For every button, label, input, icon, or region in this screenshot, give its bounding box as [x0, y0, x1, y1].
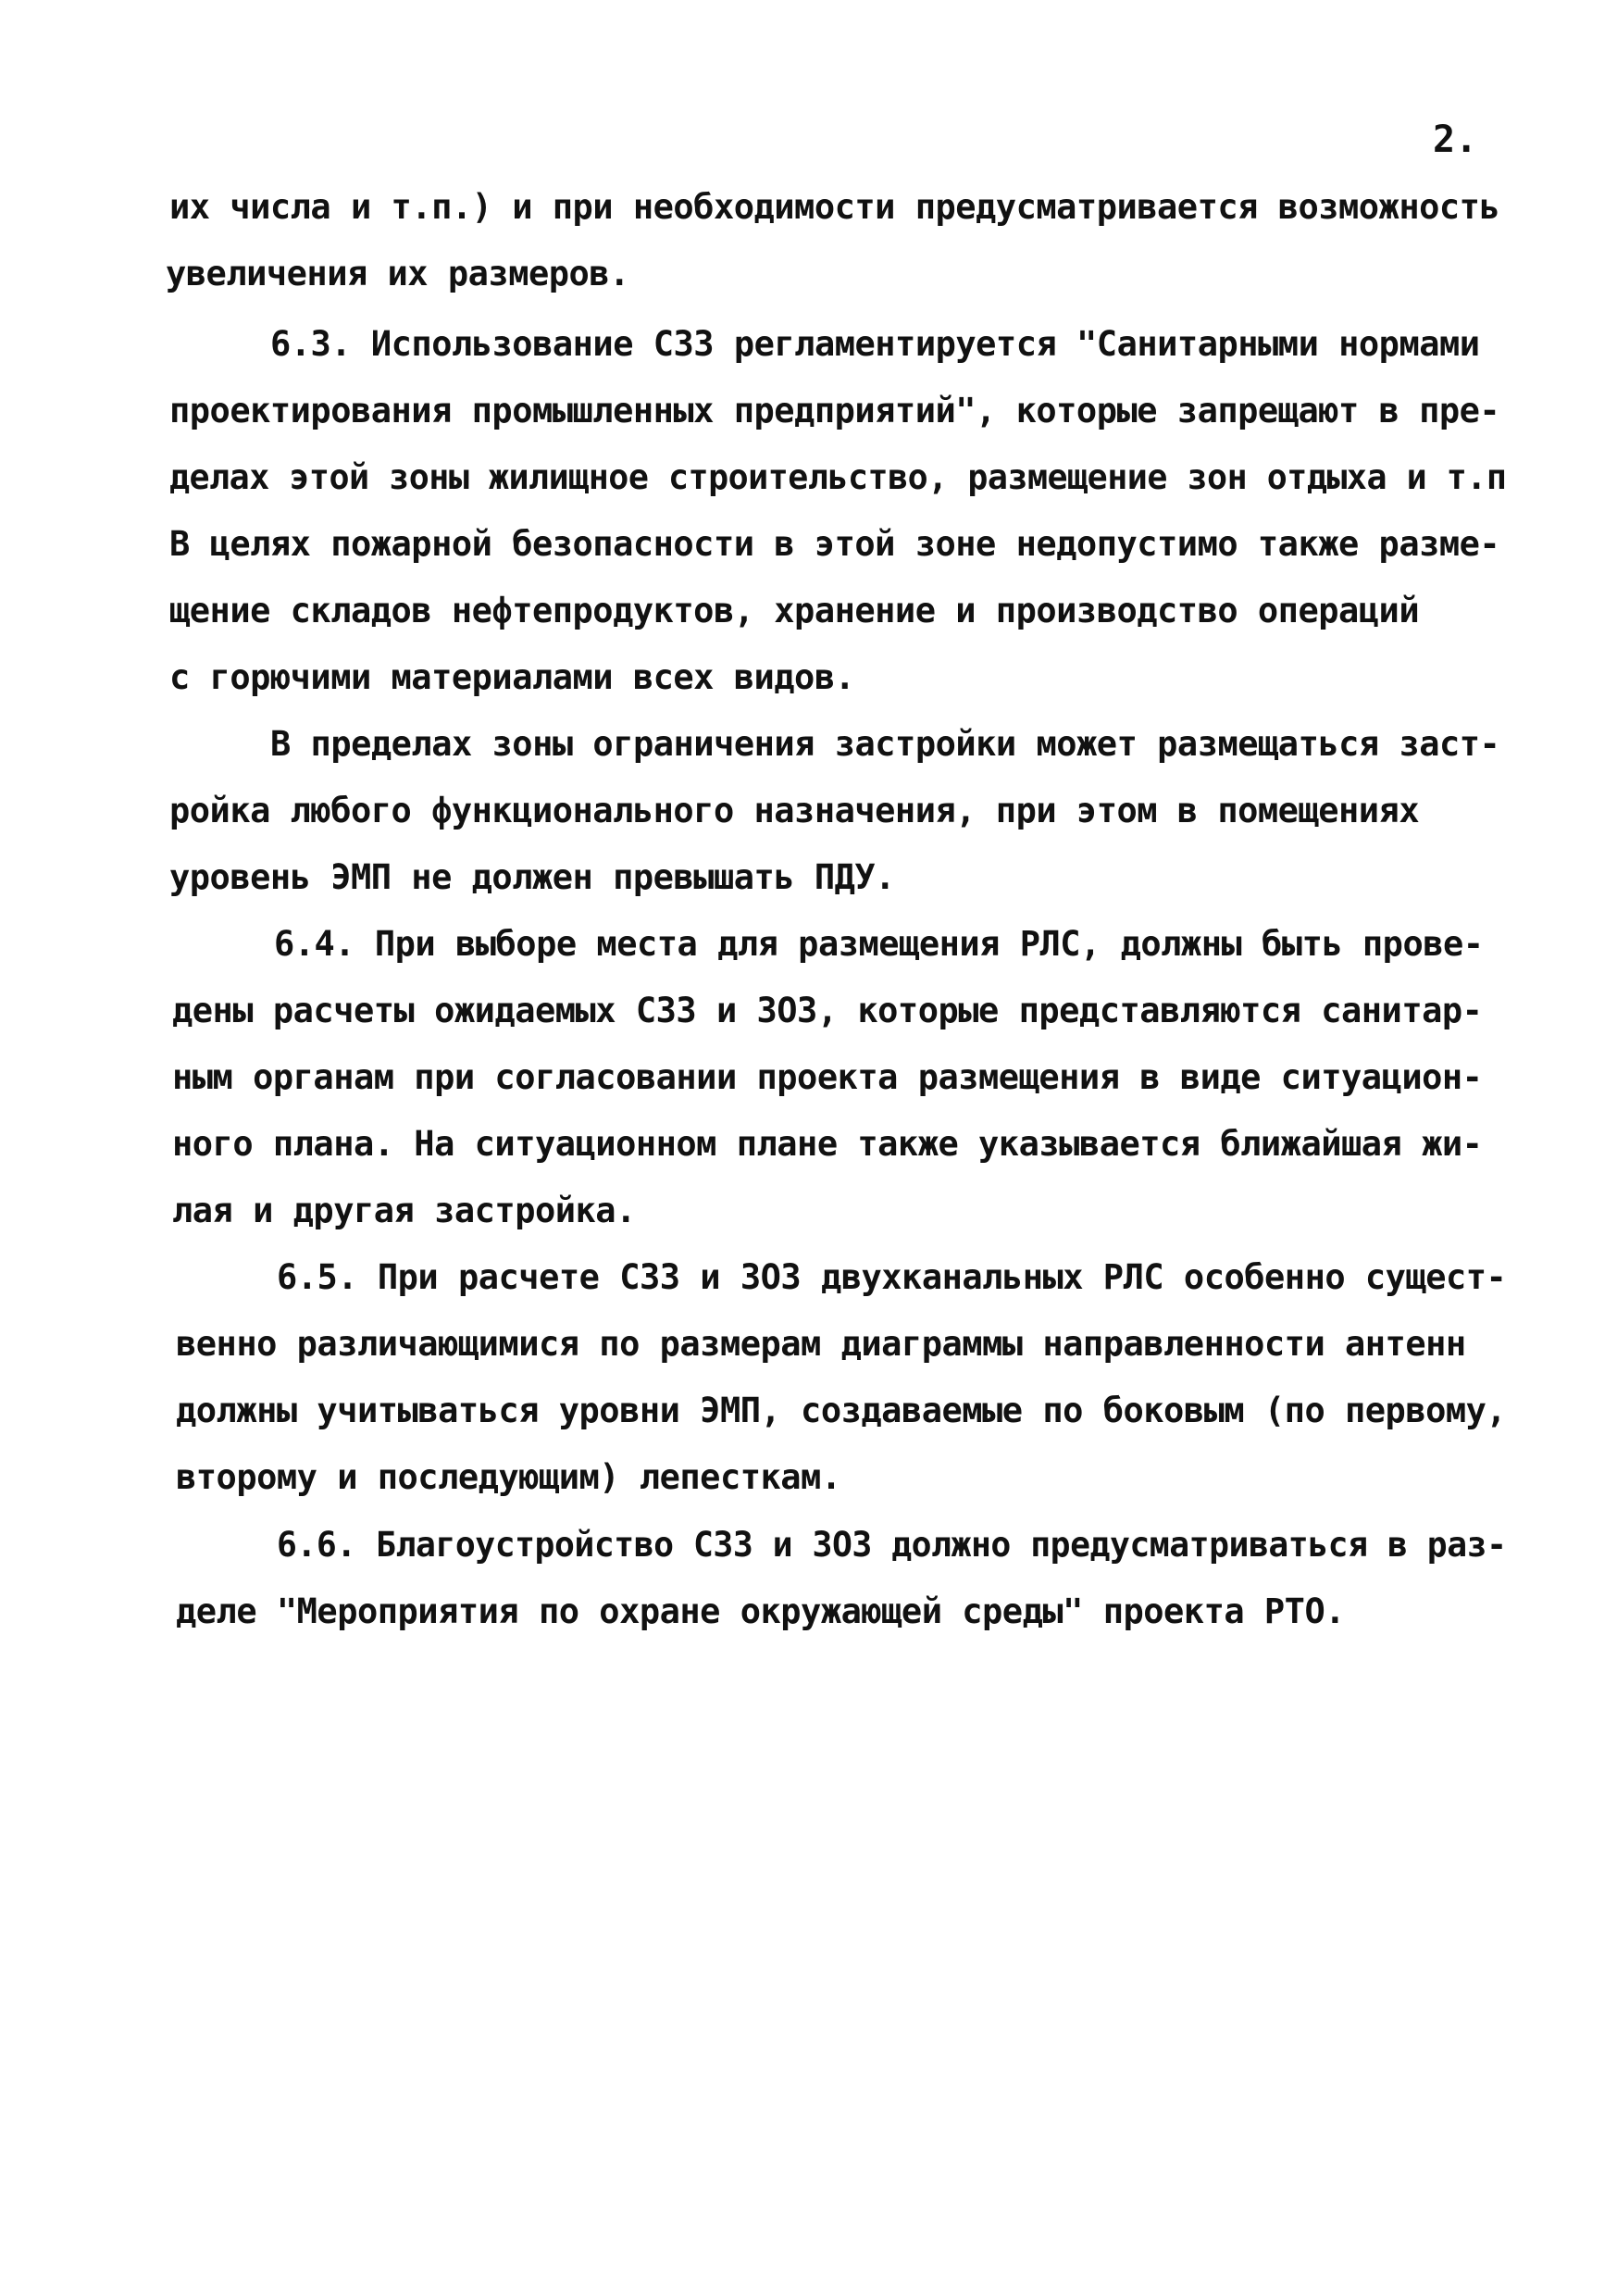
text-line: 6.3. Использование СЗЗ регламентируется "Санитарными нормами [270, 324, 1480, 364]
text-line: дены расчеты ожидаемых СЗЗ и ЗОЗ, которые представляются санитар- [172, 991, 1483, 1030]
text-line: с горючими материалами всех видов. [169, 657, 855, 697]
text-line: ным органам при согласовании проекта размещения в виде ситуацион- [172, 1057, 1483, 1097]
page-number: 2. [1433, 119, 1478, 161]
text-line: деле "Мероприятия по охране окружающей среды" проекта РТО. [176, 1591, 1346, 1631]
text-line: лая и другая застройка. [172, 1191, 636, 1230]
text-line: проектирования промышленных предприятий", которые запрещают в пре- [169, 391, 1500, 430]
text-line: щение складов нефтепродуктов, хранение и производство операций [169, 591, 1420, 630]
text-line: второму и последующим) лепесткам. [176, 1457, 841, 1497]
text-line: делах этой зоны жилищное строительство, размещение зон отдыха и т.п [169, 457, 1507, 497]
text-line: 6.4. При выборе места для размещения РЛС, должны быть прове- [274, 924, 1484, 964]
text-line: В целях пожарной безопасности в этой зоне недопустимо также разме- [169, 524, 1500, 564]
text-line: ного плана. На ситуационном плане также указывается ближайшая жи- [172, 1124, 1483, 1164]
text-line: венно различающимися по размерам диаграммы направленности антенн [176, 1324, 1466, 1364]
text-line: 6.6. Благоустройство СЗЗ и ЗОЗ должно предусматриваться в раз- [277, 1525, 1507, 1565]
text-line: уровень ЭМП не должен превышать ПДУ. [169, 857, 895, 897]
text-line: 6.5. При расчете СЗЗ и ЗОЗ двухканальных РЛС особенно сущест- [277, 1257, 1507, 1297]
text-line: увеличения их размеров. [166, 254, 629, 293]
text-line: ройка любого функционального назначения, при этом в помещениях [169, 791, 1420, 830]
text-line: В пределах зоны ограничения застройки может размещаться заст- [270, 724, 1500, 764]
text-line: их числа и т.п.) и при необходимости предусматривается возможность [169, 187, 1500, 227]
text-line: должны учитываться уровни ЭМП, создаваемые по боковым (по первому, [176, 1391, 1507, 1430]
